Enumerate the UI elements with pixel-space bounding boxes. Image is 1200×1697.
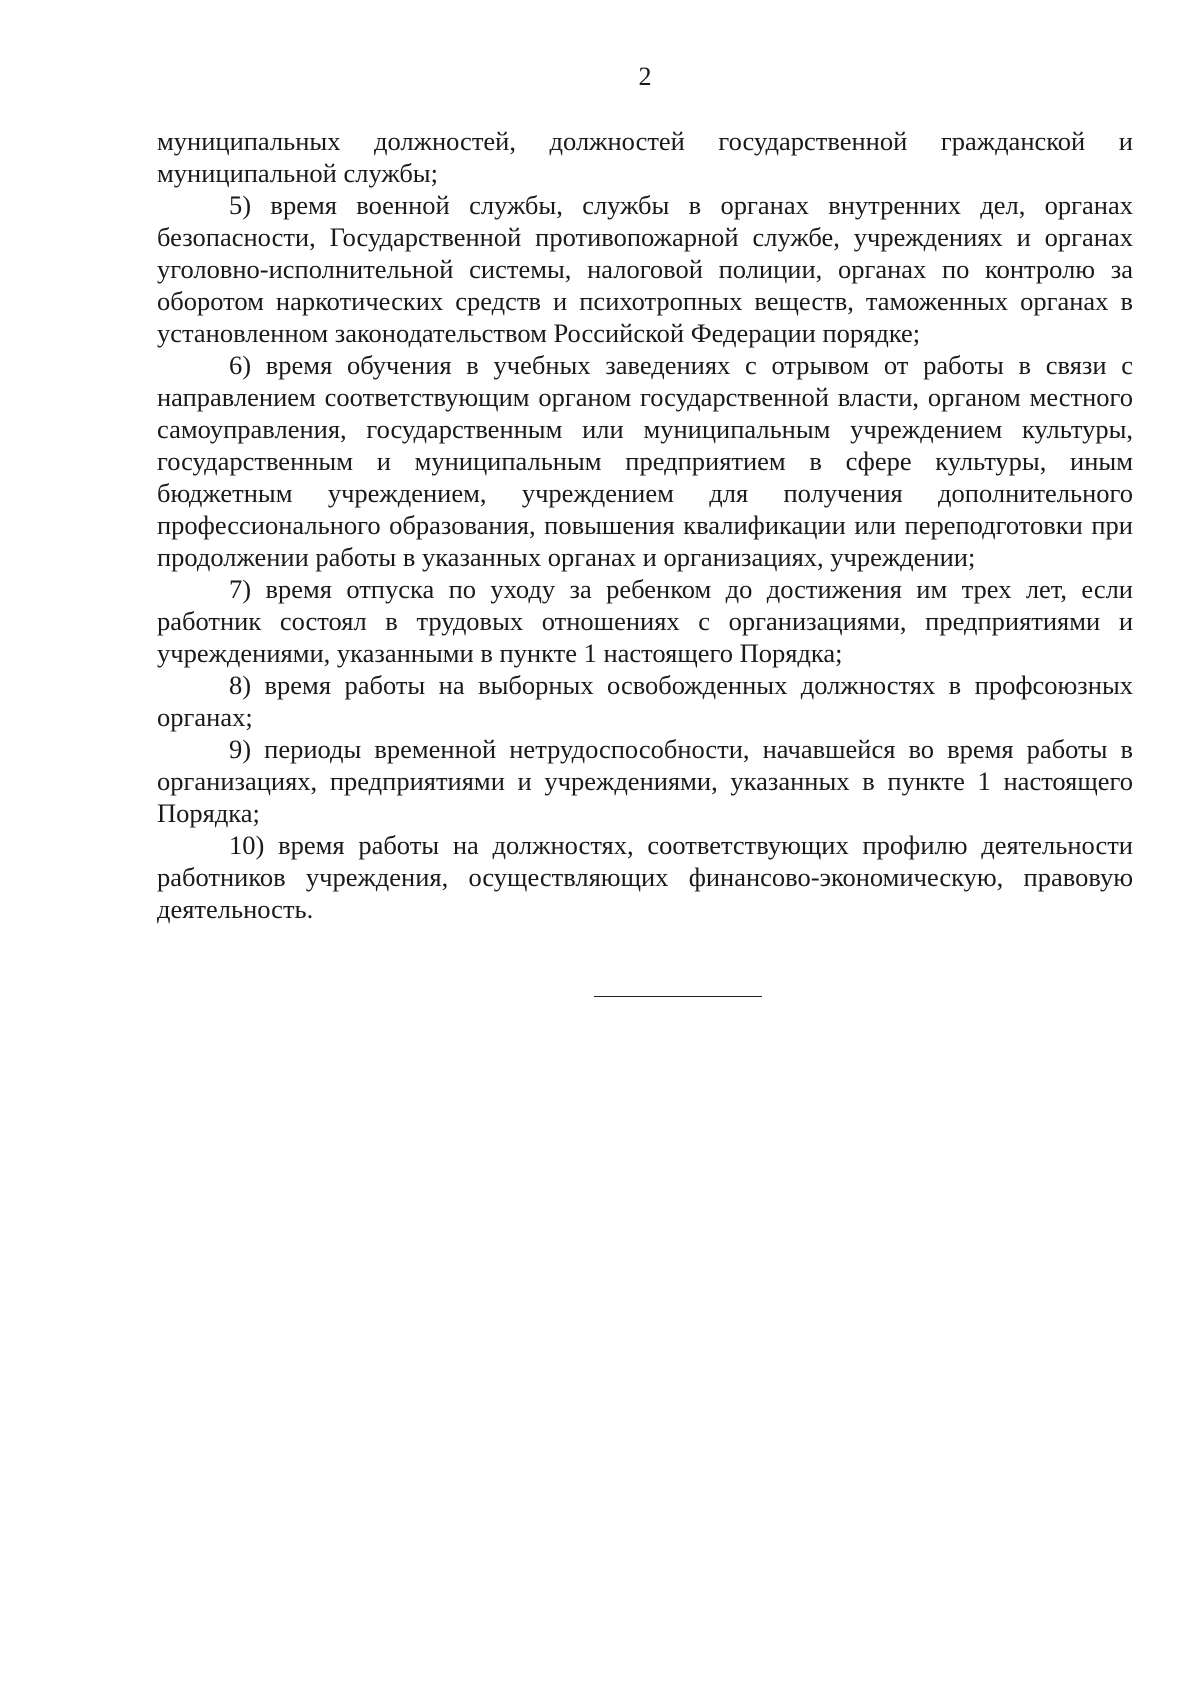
paragraph-item-6: 6) время обучения в учебных заведениях с отрывом от работы в связи с направлением соответствующим органом государственной власти, органом местного самоуправления, государственным или муниципальным учреждением культуры, государственным и муниципальным предприятием в сфере культуры, иным бюджетным учреждением, учреждением для получения дополнительного профессионального образования, повышения квалификации или переподготовки при продолжении работы в указанных органах и организациях, учреждении; — [157, 350, 1133, 572]
paragraph-item-9: 9) периоды временной нетрудоспособности, начавшейся во время работы в организациях, предприятиями и учреждениями, указанных в пункте 1 настоящего Порядка; — [157, 734, 1133, 828]
closing-divider — [594, 996, 762, 997]
paragraph-item-5: 5) время военной службы, службы в органах внутренних дел, органах безопасности, Государственной противопожарной службе, учреждениях и органах уголовно-исполнительной системы, налоговой полиции, органах по контролю за оборотом наркотических средств и психотропных веществ, таможенных органах в установленном законодательством Российской Федерации порядке; — [157, 190, 1133, 348]
paragraph-continuation: муниципальных должностей, должностей государственной гражданской и муниципальной службы; — [157, 126, 1133, 188]
paragraph-item-8: 8) время работы на выборных освобожденных должностях в профсоюзных органах; — [157, 670, 1133, 732]
paragraph-item-7: 7) время отпуска по уходу за ребенком до достижения им трех лет, если работник состоял в трудовых отношениях с организациями, предприятиями и учреждениями, указанными в пункте 1 настоящего Порядка; — [157, 574, 1133, 668]
paragraph-item-10: 10) время работы на должностях, соответствующих профилю деятельности работников учреждения, осуществляющих финансово-экономическую, правовую деятельность. — [157, 830, 1133, 924]
page-number: 2 — [638, 62, 652, 91]
document-body — [157, 125, 1133, 925]
